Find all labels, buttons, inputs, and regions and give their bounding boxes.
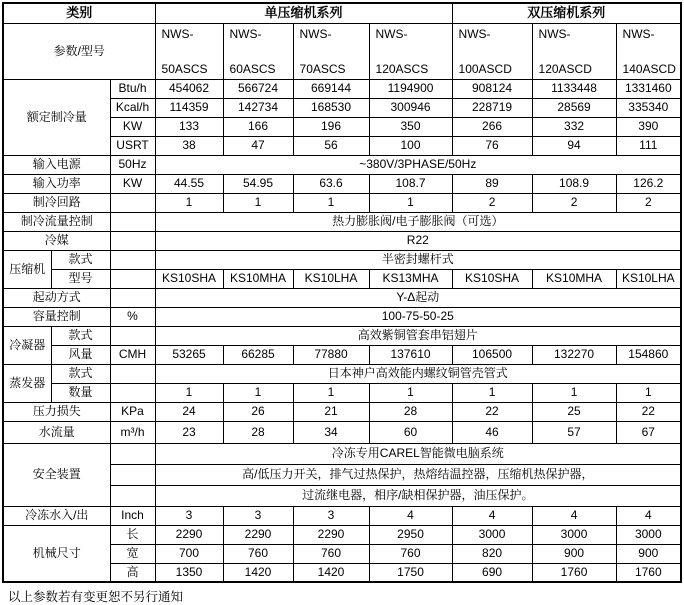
value-cell: 款式 bbox=[51, 326, 110, 345]
row-label: 输入功率 bbox=[3, 174, 110, 193]
row-label: 额定制冷量 bbox=[3, 79, 110, 155]
merged-value: 过流继电器，相序/缺相保护器，油压保护。 bbox=[155, 485, 681, 506]
row-label: 宽 bbox=[110, 544, 155, 563]
value-cell: 28569 bbox=[532, 98, 616, 117]
value-cell: 168530 bbox=[293, 98, 369, 117]
value-cell: KS10LHA bbox=[293, 269, 369, 288]
value-cell: 63.6 bbox=[293, 174, 369, 193]
row-label: 蒸发器 bbox=[3, 364, 51, 402]
value-cell: 1 bbox=[452, 383, 532, 402]
model-code: 50ASCS bbox=[161, 62, 208, 76]
merged-value: 冷冻专用CAREL智能微电脑系统 bbox=[155, 443, 681, 464]
empty-cell bbox=[110, 364, 155, 383]
value-cell: 1 bbox=[369, 383, 452, 402]
value-cell: 108.9 bbox=[532, 174, 616, 193]
model-name bbox=[226, 24, 291, 78]
value-cell: 3000 bbox=[532, 525, 616, 544]
empty-cell bbox=[110, 326, 155, 345]
value-cell: KS10LHA bbox=[616, 269, 681, 288]
merged-value: 高效紫铜管套串铝翅片 bbox=[155, 326, 681, 345]
value-cell: 820 bbox=[452, 544, 532, 563]
value-cell: 454062 bbox=[155, 79, 223, 98]
row-label: 冷凝器 bbox=[3, 326, 51, 364]
value-cell: 1331460 bbox=[616, 79, 681, 98]
row-label: 冷冻水入/出 bbox=[3, 506, 110, 525]
value-cell: 900 bbox=[532, 544, 616, 563]
row-label: 安全装置 bbox=[3, 443, 110, 506]
empty-cell bbox=[110, 443, 155, 464]
value-cell: KPa bbox=[110, 402, 155, 421]
value-cell: 2290 bbox=[293, 525, 369, 544]
model-name bbox=[296, 24, 367, 78]
row-label: KW bbox=[110, 117, 155, 136]
row-label: 压力损失 bbox=[3, 402, 110, 421]
row-label: 风量 bbox=[51, 345, 110, 364]
value-cell: 2 bbox=[616, 193, 681, 212]
value-cell: 332 bbox=[532, 117, 616, 136]
row-label: 水流量 bbox=[3, 421, 110, 443]
row-label bbox=[110, 464, 155, 485]
row-label: 制冷回路 bbox=[3, 193, 110, 212]
row-label: 起动方式 bbox=[3, 288, 110, 307]
value-cell: 23 bbox=[155, 421, 223, 443]
value-cell: 26 bbox=[223, 402, 293, 421]
value-cell: 3 bbox=[155, 506, 223, 525]
row-label: 高 bbox=[110, 563, 155, 582]
value-cell: 760 bbox=[223, 544, 293, 563]
value-cell: 760 bbox=[293, 544, 369, 563]
model-prefix: NWS- bbox=[229, 27, 262, 41]
model-header bbox=[532, 23, 616, 79]
value-cell: 2290 bbox=[155, 525, 223, 544]
row-label: 容量控制 bbox=[3, 307, 110, 326]
value-cell: 47 bbox=[223, 136, 293, 155]
merged-value: R22 bbox=[155, 231, 681, 250]
value-cell: 53265 bbox=[155, 345, 223, 364]
model-name bbox=[455, 24, 530, 78]
value-cell: CMH bbox=[110, 345, 155, 364]
value-cell: 228719 bbox=[452, 98, 532, 117]
merged-value: 半密封螺杆式 bbox=[155, 250, 681, 269]
value-cell: KS10SHA bbox=[155, 269, 223, 288]
row-label: USRT bbox=[110, 136, 155, 155]
value-cell: 1 bbox=[293, 383, 369, 402]
value-cell: 1 bbox=[155, 383, 223, 402]
model-prefix: NWS- bbox=[375, 27, 408, 41]
value-cell: 1760 bbox=[532, 563, 616, 582]
value-cell: 3 bbox=[293, 506, 369, 525]
value-cell: 1 bbox=[293, 193, 369, 212]
model-code: 100ASCD bbox=[458, 62, 512, 76]
value-cell: 34 bbox=[293, 421, 369, 443]
value-cell: 1 bbox=[532, 383, 616, 402]
model-prefix: NWS- bbox=[161, 27, 194, 41]
value-cell: 38 bbox=[155, 136, 223, 155]
value-cell: 1420 bbox=[223, 563, 293, 582]
empty-cell bbox=[110, 269, 155, 288]
value-cell: 22 bbox=[616, 402, 681, 421]
model-prefix: NWS- bbox=[622, 27, 655, 41]
value-cell: 2 bbox=[452, 193, 532, 212]
value-cell: 390 bbox=[616, 117, 681, 136]
value-cell: 56 bbox=[293, 136, 369, 155]
value-cell: 100 bbox=[369, 136, 452, 155]
spec-table-body bbox=[3, 3, 681, 582]
value-cell: 1420 bbox=[293, 563, 369, 582]
value-cell: 3000 bbox=[616, 525, 681, 544]
value-cell: 67 bbox=[616, 421, 681, 443]
value-cell: 114359 bbox=[155, 98, 223, 117]
value-cell: 196 bbox=[293, 117, 369, 136]
value-cell: 1 bbox=[616, 383, 681, 402]
value-cell: % bbox=[110, 307, 155, 326]
value-cell: 款式 bbox=[51, 250, 110, 269]
merged-value: ~380V/3PHASE/50Hz bbox=[155, 155, 681, 174]
value-cell: KS10MHA bbox=[532, 269, 616, 288]
table-header: 类别 bbox=[3, 3, 155, 23]
merged-value: 热力膨胀阀/电子膨胀阀（可选） bbox=[155, 212, 681, 231]
value-cell: 3000 bbox=[452, 525, 532, 544]
value-cell: 4 bbox=[369, 506, 452, 525]
merged-value: 日本神户高效能内螺纹铜管壳管式 bbox=[155, 364, 681, 383]
model-code: 60ASCS bbox=[229, 62, 276, 76]
value-cell: 21 bbox=[293, 402, 369, 421]
row-label: 型号 bbox=[51, 269, 110, 288]
table-header: 双压缩机系列 bbox=[452, 3, 681, 23]
value-cell: KS13MHA bbox=[369, 269, 452, 288]
row-label: 参数/型号 bbox=[3, 23, 155, 79]
value-cell: 款式 bbox=[51, 364, 110, 383]
value-cell: 126.2 bbox=[616, 174, 681, 193]
value-cell: 46 bbox=[452, 421, 532, 443]
table-header: 单压缩机系列 bbox=[155, 3, 452, 23]
value-cell: 2290 bbox=[223, 525, 293, 544]
value-cell: 669144 bbox=[293, 79, 369, 98]
value-cell: 长 bbox=[110, 525, 155, 544]
row-label: 压缩机 bbox=[3, 250, 51, 288]
spec-table bbox=[2, 2, 682, 583]
empty-cell bbox=[110, 212, 155, 231]
value-cell: 1350 bbox=[155, 563, 223, 582]
value-cell: 133 bbox=[155, 117, 223, 136]
model-name bbox=[619, 24, 679, 78]
value-cell: 3 bbox=[223, 506, 293, 525]
value-cell: 1133448 bbox=[532, 79, 616, 98]
value-cell: 4 bbox=[452, 506, 532, 525]
value-cell: 266 bbox=[452, 117, 532, 136]
model-prefix: NWS- bbox=[538, 27, 571, 41]
value-cell: 24 bbox=[155, 402, 223, 421]
row-label: 输入电源 bbox=[3, 155, 110, 174]
value-cell: 900 bbox=[616, 544, 681, 563]
model-header bbox=[616, 23, 681, 79]
model-header bbox=[369, 23, 452, 79]
value-cell: 300946 bbox=[369, 98, 452, 117]
model-header bbox=[293, 23, 369, 79]
empty-cell bbox=[110, 193, 155, 212]
value-cell: 57 bbox=[532, 421, 616, 443]
value-cell: 66285 bbox=[223, 345, 293, 364]
model-header bbox=[223, 23, 293, 79]
value-cell: 2 bbox=[532, 193, 616, 212]
value-cell: 28 bbox=[223, 421, 293, 443]
value-cell: 77880 bbox=[293, 345, 369, 364]
value-cell: 908124 bbox=[452, 79, 532, 98]
value-cell: 700 bbox=[155, 544, 223, 563]
value-cell: 154860 bbox=[616, 345, 681, 364]
empty-cell bbox=[110, 383, 155, 402]
value-cell: 50Hz bbox=[110, 155, 155, 174]
row-label: Kcal/h bbox=[110, 98, 155, 117]
value-cell: 137610 bbox=[369, 345, 452, 364]
model-code: 120ASCS bbox=[375, 62, 429, 76]
model-code: 140ASCD bbox=[622, 62, 676, 76]
model-name bbox=[372, 24, 450, 78]
value-cell: 94 bbox=[532, 136, 616, 155]
empty-cell bbox=[110, 250, 155, 269]
row-label: 数量 bbox=[51, 383, 110, 402]
value-cell: KS10MHA bbox=[223, 269, 293, 288]
value-cell: 60 bbox=[369, 421, 452, 443]
merged-value: 100-75-50-25 bbox=[155, 307, 681, 326]
value-cell: 1 bbox=[223, 193, 293, 212]
footer-note: 以上参数若有变更恕不另行通知 bbox=[8, 590, 184, 604]
value-cell: 54.95 bbox=[223, 174, 293, 193]
model-header bbox=[452, 23, 532, 79]
value-cell: 690 bbox=[452, 563, 532, 582]
value-cell: Btu/h bbox=[110, 79, 155, 98]
model-header bbox=[155, 23, 223, 79]
merged-value: 高/低压力开关，排气过热保护，热熔结温控器，压缩机热保护器， bbox=[155, 464, 681, 485]
value-cell: 108.7 bbox=[369, 174, 452, 193]
model-code: 70ASCS bbox=[299, 62, 346, 76]
value-cell: 1 bbox=[369, 193, 452, 212]
value-cell: 1 bbox=[155, 193, 223, 212]
model-prefix: NWS- bbox=[299, 27, 332, 41]
value-cell: 1760 bbox=[616, 563, 681, 582]
value-cell: KW bbox=[110, 174, 155, 193]
value-cell: 111 bbox=[616, 136, 681, 155]
value-cell: 22 bbox=[452, 402, 532, 421]
row-label: 机械尺寸 bbox=[3, 525, 110, 582]
value-cell: KS10SHA bbox=[452, 269, 532, 288]
empty-cell bbox=[110, 231, 155, 250]
value-cell: 1 bbox=[223, 383, 293, 402]
value-cell: 142734 bbox=[223, 98, 293, 117]
value-cell: Inch bbox=[110, 506, 155, 525]
value-cell: 106500 bbox=[452, 345, 532, 364]
value-cell: 25 bbox=[532, 402, 616, 421]
value-cell: 760 bbox=[369, 544, 452, 563]
model-code: 120ASCD bbox=[538, 62, 592, 76]
value-cell: 76 bbox=[452, 136, 532, 155]
value-cell: 566724 bbox=[223, 79, 293, 98]
value-cell: 4 bbox=[616, 506, 681, 525]
value-cell: 1194900 bbox=[369, 79, 452, 98]
value-cell: 2950 bbox=[369, 525, 452, 544]
model-name bbox=[158, 24, 221, 78]
value-cell: 44.55 bbox=[155, 174, 223, 193]
value-cell: m³/h bbox=[110, 421, 155, 443]
value-cell: 89 bbox=[452, 174, 532, 193]
model-name bbox=[535, 24, 614, 78]
empty-cell bbox=[110, 288, 155, 307]
model-prefix: NWS- bbox=[458, 27, 491, 41]
row-label bbox=[110, 485, 155, 506]
value-cell: 166 bbox=[223, 117, 293, 136]
value-cell: 335340 bbox=[616, 98, 681, 117]
value-cell: 1750 bbox=[369, 563, 452, 582]
row-label: 冷媒 bbox=[3, 231, 110, 250]
value-cell: 350 bbox=[369, 117, 452, 136]
value-cell: 4 bbox=[532, 506, 616, 525]
row-label: 制冷流量控制 bbox=[3, 212, 110, 231]
value-cell: 132270 bbox=[532, 345, 616, 364]
value-cell: 28 bbox=[369, 402, 452, 421]
merged-value: Y-Δ起动 bbox=[155, 288, 681, 307]
